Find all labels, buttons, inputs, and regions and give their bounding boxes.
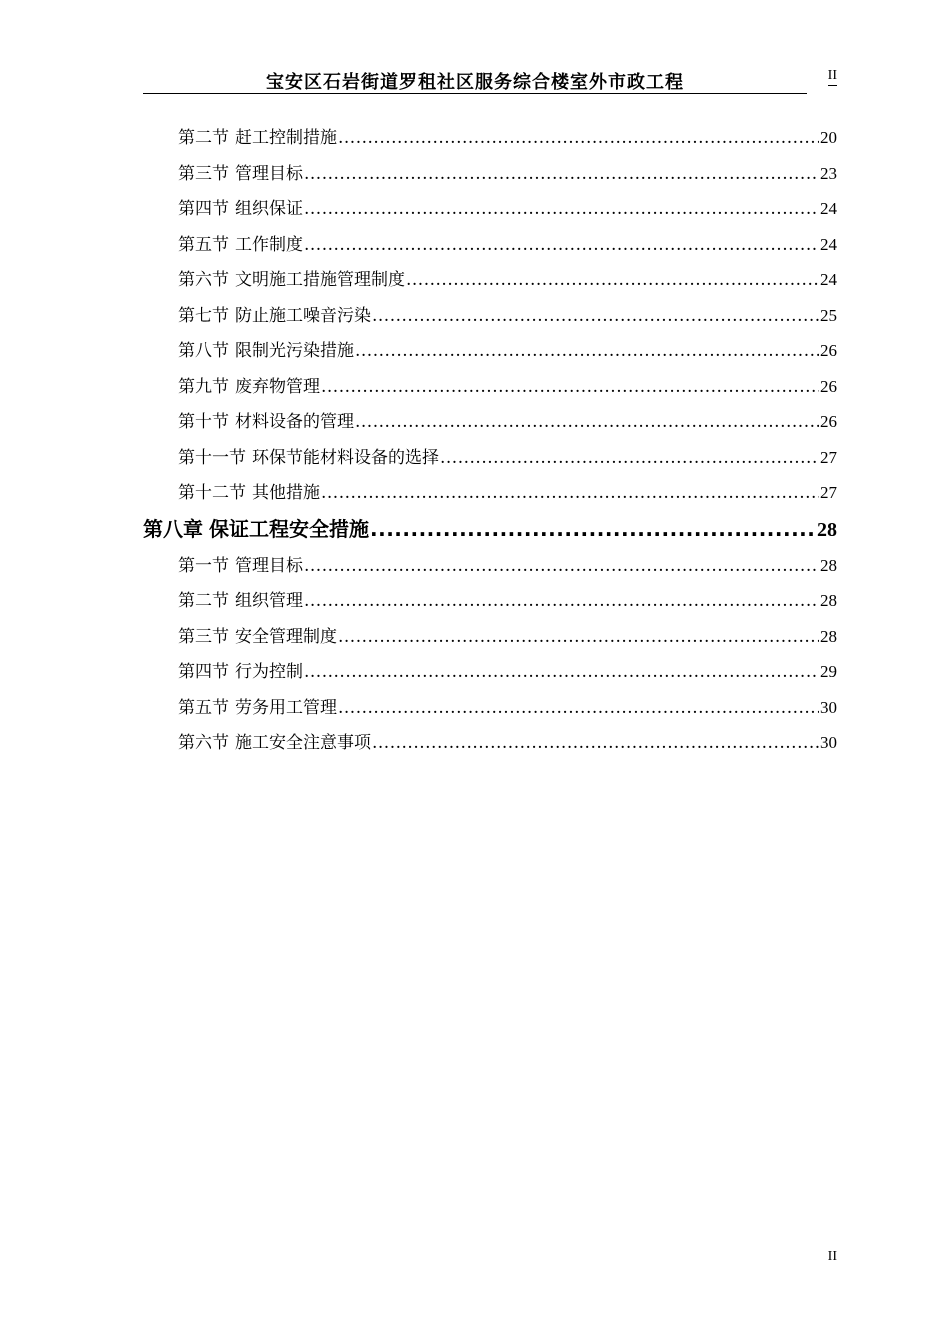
toc-section-entry[interactable] [143,369,837,405]
toc-entry-title: 行为控制 [235,662,303,682]
toc-dot-leader [304,228,819,264]
toc-entry-page: 25 [820,305,837,325]
toc-entry-title: 防止施工噪音污染 [235,305,371,326]
toc-entry-title: 施工安全注意事项 [235,733,371,753]
toc-dot-leader [304,655,819,691]
toc-section-entry[interactable] [143,440,837,476]
toc-dot-leader [304,584,819,620]
toc-dot-leader [321,370,819,406]
toc-section-entry[interactable] [143,404,837,440]
toc-entry-title: 保证工程安全措施 [209,516,369,541]
toc-section-entry[interactable] [143,619,837,655]
document-title: 宝安区石岩街道罗租社区服务综合楼室外市政工程 [266,72,684,93]
toc-entry-page: 24 [820,234,837,254]
toc-entry-number: 第九节 [178,376,229,397]
toc-section-entry[interactable] [143,583,837,619]
toc-entry-number: 第四节 [178,662,229,682]
toc-entry-page: 28 [820,626,837,646]
toc-dot-leader [338,691,819,727]
toc-entry-title: 管理目标 [235,555,303,576]
toc-entry-number: 第八节 [178,341,229,361]
toc-section-entry[interactable] [143,262,837,298]
toc-dot-leader [321,476,819,512]
toc-entry-number: 第十节 [178,412,229,432]
toc-section-entry[interactable] [143,298,837,334]
toc-entry-page: 27 [820,447,837,467]
header-divider [143,93,807,94]
toc-section-entry[interactable] [143,548,837,584]
toc-entry-number: 第二节 [178,591,229,611]
toc-entry-title: 管理目标 [235,163,303,184]
toc-entry-page: 26 [820,376,837,396]
toc-entry-title: 废弃物管理 [235,376,320,397]
toc-dot-leader [355,334,819,370]
toc-entry-page: 29 [820,662,837,681]
toc-entry-title: 劳务用工管理 [235,697,337,718]
toc-entry-number: 第三节 [178,163,229,184]
toc-entry-number: 第四节 [178,199,229,219]
toc-section-entry[interactable] [143,725,837,761]
toc-entry-page: 27 [820,483,837,502]
toc-entry-page: 26 [820,341,837,360]
footer-page-number: II [827,1249,837,1264]
toc-entry-page: 26 [820,412,837,431]
toc-entry-page: 24 [820,270,837,289]
page-header [143,64,837,96]
toc-entry-title: 组织保证 [235,199,303,219]
toc-dot-leader [338,620,819,656]
toc-entry-title: 环保节能材料设备的选择 [252,447,439,468]
toc-entry-page: 28 [817,518,837,541]
toc-entry-page: 30 [820,733,837,752]
table-of-contents [143,120,837,761]
toc-entry-number: 第七节 [178,305,229,326]
toc-entry-number: 第十一节 [178,447,246,468]
toc-section-entry[interactable] [143,690,837,726]
toc-chapter-entry[interactable] [143,511,837,548]
toc-section-entry[interactable] [143,227,837,263]
toc-entry-page: 24 [820,199,837,218]
toc-entry-number: 第六节 [178,270,229,290]
toc-entry-title: 其他措施 [252,483,320,503]
toc-entry-title: 赶工控制措施 [235,128,337,148]
toc-entry-title: 文明施工措施管理制度 [235,270,405,290]
header-page-number: II [828,68,837,86]
toc-section-entry[interactable] [143,191,837,227]
toc-dot-leader [440,441,819,477]
toc-entry-title: 限制光污染措施 [235,341,354,361]
toc-entry-number: 第一节 [178,555,229,576]
toc-section-entry[interactable] [143,654,837,690]
toc-section-entry[interactable] [143,156,837,192]
toc-dot-leader [370,511,816,548]
toc-dot-leader [372,726,819,762]
toc-entry-title: 安全管理制度 [235,626,337,647]
toc-entry-page: 28 [820,555,837,575]
toc-section-entry[interactable] [143,333,837,369]
toc-entry-number: 第八章 [143,516,203,541]
toc-dot-leader [304,157,819,193]
toc-entry-number: 第五节 [178,234,229,255]
toc-entry-number: 第五节 [178,697,229,718]
toc-entry-number: 第十二节 [178,483,246,503]
toc-entry-number: 第六节 [178,733,229,753]
toc-entry-number: 第三节 [178,626,229,647]
toc-section-entry[interactable] [143,120,837,156]
toc-entry-title: 组织管理 [235,591,303,611]
toc-dot-leader [338,121,819,157]
toc-dot-leader [304,549,819,585]
toc-dot-leader [372,299,819,335]
toc-section-entry[interactable] [143,475,837,511]
toc-dot-leader [304,192,819,228]
toc-entry-number: 第二节 [178,128,229,148]
toc-entry-page: 20 [820,128,837,147]
toc-dot-leader [355,405,819,441]
toc-entry-title: 工作制度 [235,234,303,255]
toc-entry-page: 23 [820,163,837,183]
toc-dot-leader [406,263,819,299]
toc-entry-page: 30 [820,697,837,717]
toc-entry-page: 28 [820,591,837,610]
toc-entry-title: 材料设备的管理 [235,412,354,432]
